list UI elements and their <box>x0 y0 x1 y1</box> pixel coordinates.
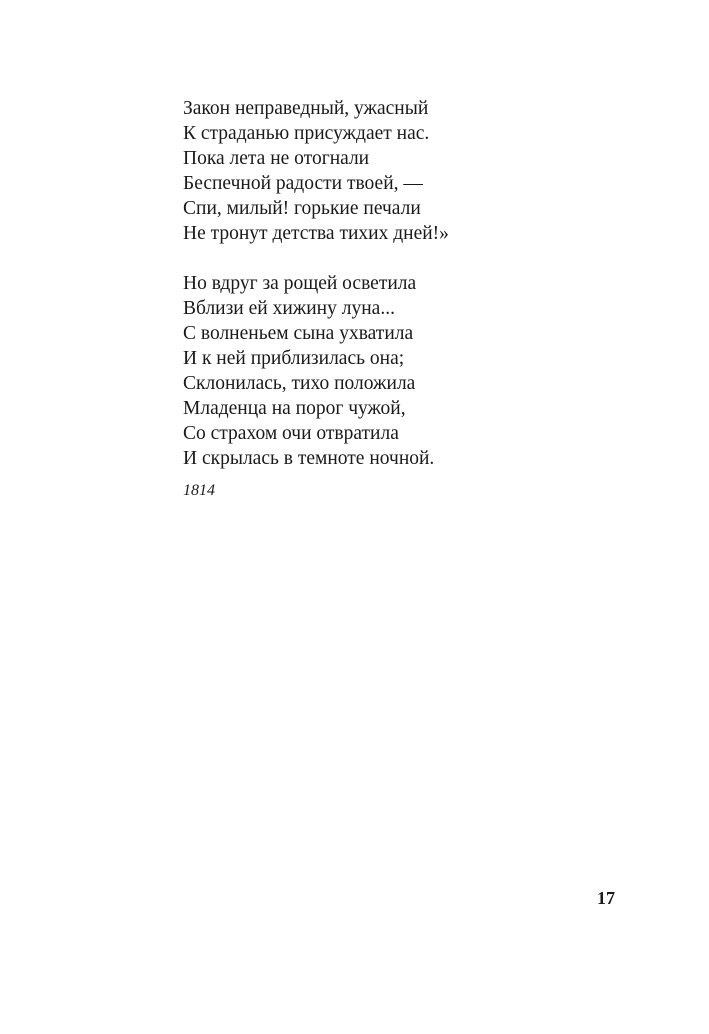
stanza <box>183 96 643 246</box>
page-number: 17 <box>597 888 615 908</box>
poem-line: Спи, милый! горькие печали <box>183 198 421 219</box>
poem-line: И к ней приблизилась она; <box>183 348 405 369</box>
poem-line: Закон неправедный, ужасный <box>183 98 429 119</box>
poem-line: С волненьем сына ухватила <box>183 323 414 344</box>
poem-line: И скрылась в темноте ночной. <box>183 448 435 469</box>
poem-line: Но вдруг за рощей осветила <box>183 273 417 294</box>
stanza <box>183 271 643 471</box>
poem-date: 1814 <box>183 482 215 499</box>
poem-line: Склонилась, тихо положила <box>183 373 416 394</box>
poem-text <box>183 96 643 501</box>
poem-line: Беспечной радости твоей, — <box>183 173 423 194</box>
poem-line: Младенца на порог чужой, <box>183 398 406 419</box>
poem-line: Вблизи ей хижину луна... <box>183 298 395 319</box>
poem-line: К страданью присуждает нас. <box>183 123 430 144</box>
poem-line: Со страхом очи отвратила <box>183 423 399 444</box>
poem-line: Пока лета не отогнали <box>183 148 370 169</box>
poem-line: Не тронут детства тихих дней!» <box>183 223 449 244</box>
